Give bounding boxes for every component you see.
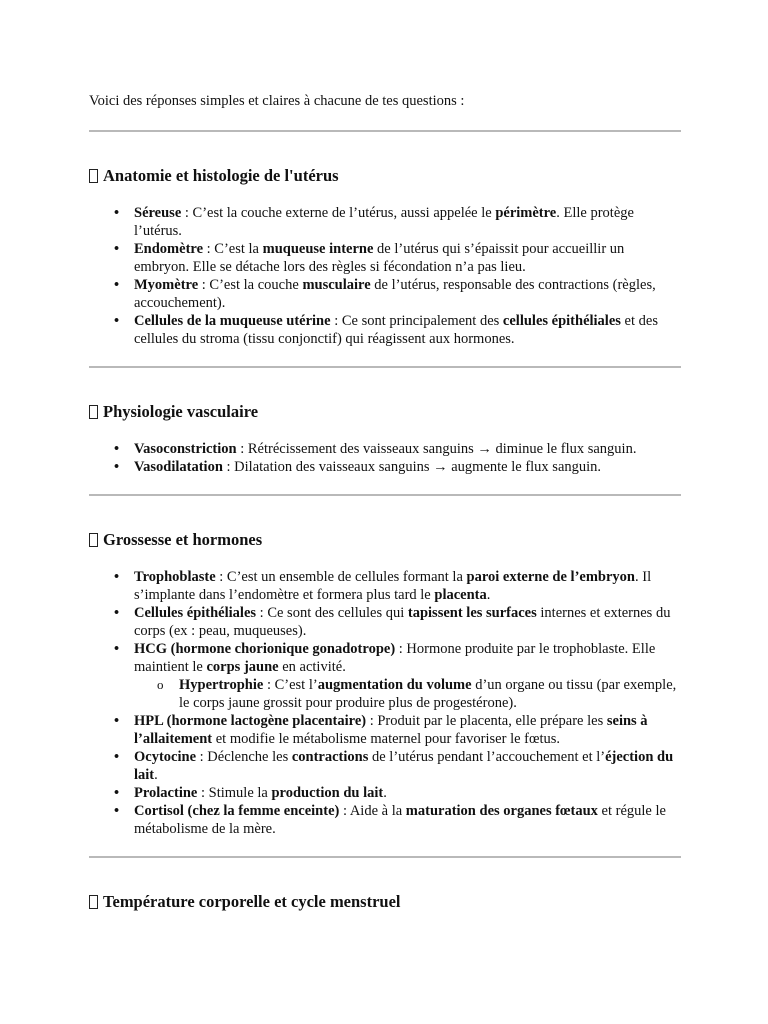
- sub-list-item: o Hypertrophie : C’est l’augmentation du volume d’un organe ou tissu (par exemple, le corps jaune grossit pour produire plus de progestérone).: [179, 676, 681, 712]
- missing-glyph-icon: [89, 895, 98, 909]
- list-item: • Trophoblaste : C’est un ensemble de cellules formant la paroi externe de l’embryon. Il s’implante dans l’endomètre et formera plus tard le placenta.: [134, 568, 681, 604]
- divider: [89, 856, 681, 858]
- list-item: • HPL (hormone lactogène placentaire) : Produit par le placenta, elle prépare les seins à l’allaitement et modifie le métabolisme maternel pour favoriser le fœtus.: [134, 712, 681, 748]
- list-item: • Cellules de la muqueuse utérine : Ce sont principalement des cellules épithéliales et des cellules du stroma (tissu conjonctif) qui réagissent aux hormones.: [134, 312, 681, 348]
- grossesse-list: [89, 568, 681, 838]
- anatomie-list: [89, 204, 681, 348]
- section-title-anatomie: [89, 166, 681, 186]
- list-item: • Vasoconstriction : Rétrécissement des vaisseaux sanguins → diminue le flux sanguin.: [134, 440, 681, 458]
- document-page: [89, 92, 681, 912]
- section-title-text: Grossesse et hormones: [103, 530, 263, 549]
- list-item: • Prolactine : Stimule la production du lait.: [134, 784, 681, 802]
- section-title-temperature: [89, 892, 681, 912]
- divider: [89, 130, 681, 132]
- physiologie-list: [89, 440, 681, 476]
- list-item: • Ocytocine : Déclenche les contractions de l’utérus pendant l’accouchement et l’éjection du lait.: [134, 748, 681, 784]
- divider: [89, 366, 681, 368]
- missing-glyph-icon: [89, 405, 98, 419]
- list-item: • HCG (hormone chorionique gonadotrope) : Hormone produite par le trophoblaste. Elle maintient le corps jaune en activité. o Hypertrophie : C’est l’augmentation du volume d’un organe ou tissu (par exemple, le corps jaune grossit pour produire plus de progestérone).: [134, 640, 681, 712]
- list-item: • Cellules épithéliales : Ce sont des cellules qui tapissent les surfaces internes et externes du corps (ex : peau, muqueuses).: [134, 604, 681, 640]
- section-title-text: Physiologie vasculaire: [103, 402, 259, 421]
- section-title-text: Température corporelle et cycle menstruel: [103, 892, 401, 911]
- missing-glyph-icon: [89, 533, 98, 547]
- list-item: • Séreuse : C’est la couche externe de l’utérus, aussi appelée le périmètre. Elle protège l’utérus.: [134, 204, 681, 240]
- list-item: • Vasodilatation : Dilatation des vaisseaux sanguins → augmente le flux sanguin.: [134, 458, 681, 476]
- list-item: • Myomètre : C’est la couche musculaire de l’utérus, responsable des contractions (règles, accouchement).: [134, 276, 681, 312]
- list-item: • Endomètre : C’est la muqueuse interne de l’utérus qui s’épaissit pour accueillir un embryon. Elle se détache lors des règles si fécondation n’a pas lieu.: [134, 240, 681, 276]
- section-title-text: Anatomie et histologie de l'utérus: [103, 166, 339, 185]
- list-item: • Cortisol (chez la femme enceinte) : Aide à la maturation des organes fœtaux et régule le métabolisme de la mère.: [134, 802, 681, 838]
- sub-list: [134, 676, 681, 712]
- missing-glyph-icon: [89, 169, 98, 183]
- intro-text: Voici des réponses simples et claires à chacune de tes questions :: [89, 93, 465, 109]
- section-title-grossesse: [89, 530, 681, 550]
- divider: [89, 494, 681, 496]
- section-title-physiologie: [89, 402, 681, 422]
